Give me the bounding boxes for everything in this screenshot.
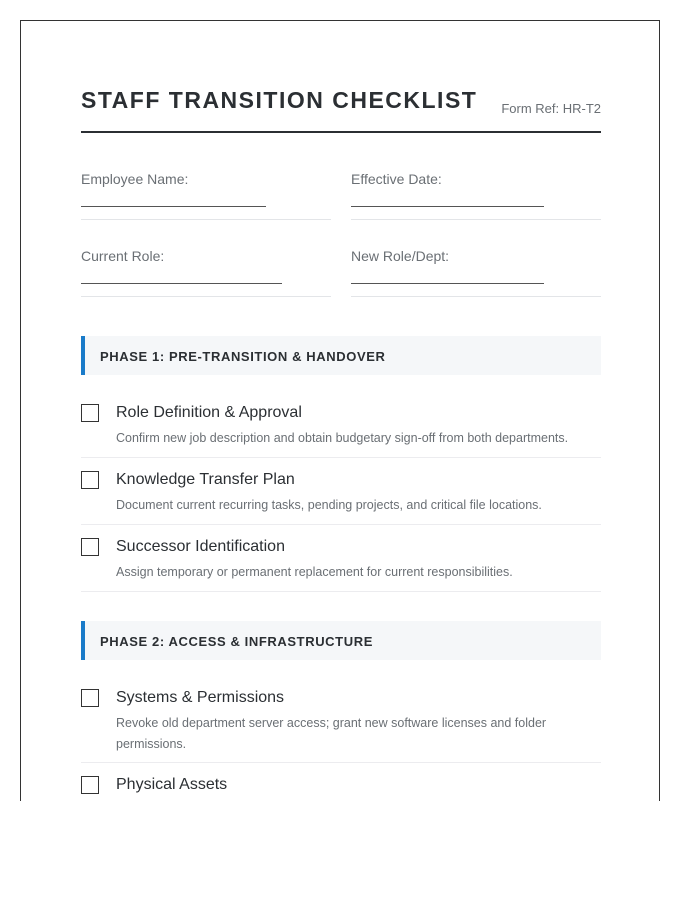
checklist-item	[81, 538, 601, 592]
new-role-dept-field[interactable]	[351, 248, 601, 297]
document-header	[81, 87, 601, 133]
phase-2-header	[81, 621, 601, 660]
checkbox[interactable]	[81, 404, 99, 422]
checkbox[interactable]	[81, 689, 99, 707]
field-label: Effective Date:	[351, 171, 442, 187]
item-description: Document current recurring tasks, pending projects, and critical file locations.	[116, 498, 542, 512]
item-title: Systems & Permissions	[116, 689, 285, 706]
field-label: Employee Name:	[81, 171, 189, 187]
fill-in-line[interactable]	[351, 283, 544, 284]
fill-in-line[interactable]	[81, 206, 266, 207]
phase-title: PHASE 1: PRE-TRANSITION & HANDOVER	[100, 349, 386, 364]
field-label: Current Role:	[81, 248, 165, 264]
current-role-field[interactable]	[81, 248, 331, 297]
item-title: Knowledge Transfer Plan	[116, 471, 295, 488]
document-title: STAFF TRANSITION CHECKLIST	[81, 87, 478, 113]
checklist-page	[20, 20, 660, 801]
item-title: Physical Assets	[116, 776, 228, 793]
checklist-item	[81, 404, 601, 458]
effective-date-field[interactable]	[351, 171, 601, 220]
checklist-item	[81, 471, 601, 525]
item-title: Role Definition & Approval	[116, 404, 302, 421]
form-reference: Form Ref: HR-T2	[501, 101, 601, 116]
checkbox[interactable]	[81, 776, 99, 794]
field-label: New Role/Dept:	[351, 248, 450, 264]
item-description: Confirm new job description and obtain budgetary sign-off from both departments.	[116, 431, 569, 445]
checklist-item	[81, 776, 601, 801]
phase-1-header	[81, 336, 601, 375]
checkbox[interactable]	[81, 471, 99, 489]
item-description: Revoke old department server access; grant new software licenses and folder permissions.	[116, 716, 547, 751]
item-title: Successor Identification	[116, 538, 285, 555]
checklist-item	[81, 689, 601, 763]
employee-name-field[interactable]	[81, 171, 331, 220]
item-description: Assign temporary or permanent replacement for current responsibilities.	[116, 565, 513, 579]
checkbox[interactable]	[81, 538, 99, 556]
fill-in-line[interactable]	[351, 206, 544, 207]
fill-in-line[interactable]	[81, 283, 282, 284]
phase-title: PHASE 2: ACCESS & INFRASTRUCTURE	[100, 634, 373, 649]
